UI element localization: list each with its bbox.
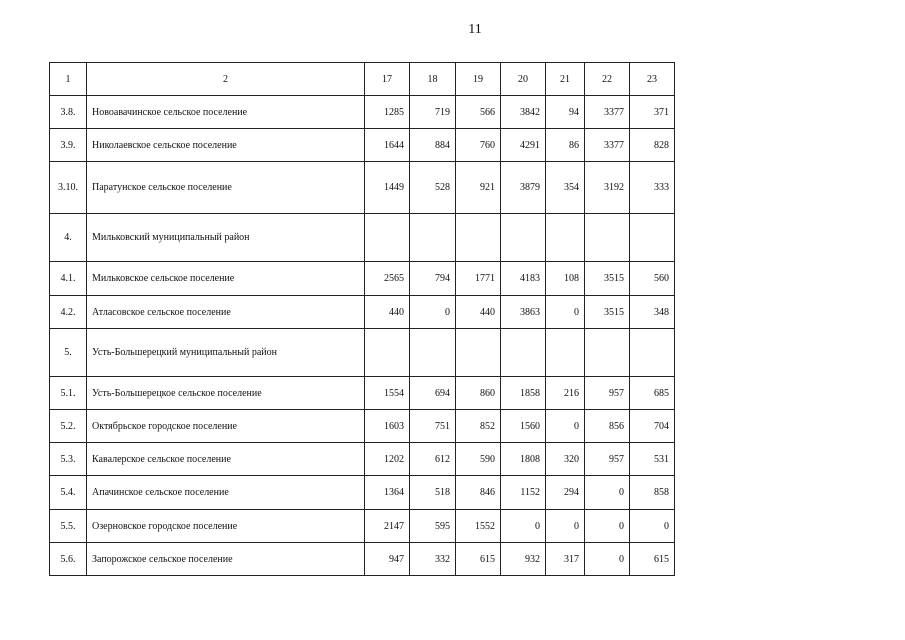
- value-cell: 371: [630, 96, 675, 129]
- value-cell: 846: [456, 476, 501, 510]
- value-cell: 1644: [365, 129, 410, 162]
- value-cell: [546, 214, 585, 262]
- value-cell: [456, 329, 501, 377]
- value-cell: [585, 329, 630, 377]
- value-cell: [501, 214, 546, 262]
- page-number: 11: [468, 22, 482, 37]
- row-name-cell: Атласовское сельское поселение: [87, 296, 365, 329]
- row-number-cell: 5.6.: [50, 543, 87, 576]
- table-row: [50, 296, 675, 329]
- table-row: [50, 543, 675, 576]
- row-name-cell: Мильковский муниципальный район: [87, 214, 365, 262]
- value-cell: 0: [410, 296, 456, 329]
- value-cell: 440: [365, 296, 410, 329]
- value-cell: 1808: [501, 443, 546, 476]
- value-cell: [456, 214, 501, 262]
- data-table: [49, 62, 675, 576]
- value-cell: 531: [630, 443, 675, 476]
- value-cell: 828: [630, 129, 675, 162]
- table-row: [50, 476, 675, 510]
- value-cell: 0: [546, 296, 585, 329]
- value-cell: 294: [546, 476, 585, 510]
- value-cell: 440: [456, 296, 501, 329]
- value-cell: 856: [585, 410, 630, 443]
- value-cell: 348: [630, 296, 675, 329]
- value-cell: 3377: [585, 129, 630, 162]
- value-cell: 1285: [365, 96, 410, 129]
- table-row: [50, 129, 675, 162]
- value-cell: 3515: [585, 296, 630, 329]
- table-row: [50, 510, 675, 543]
- value-cell: 1554: [365, 377, 410, 410]
- row-name-cell: Усть-Большерецкий муниципальный район: [87, 329, 365, 377]
- value-cell: [630, 214, 675, 262]
- value-cell: 852: [456, 410, 501, 443]
- value-cell: 108: [546, 262, 585, 296]
- value-cell: [546, 329, 585, 377]
- value-cell: 2147: [365, 510, 410, 543]
- value-cell: 1202: [365, 443, 410, 476]
- value-cell: 0: [585, 476, 630, 510]
- row-number-cell: 5.2.: [50, 410, 87, 443]
- value-cell: 4291: [501, 129, 546, 162]
- value-cell: [365, 329, 410, 377]
- value-cell: [365, 214, 410, 262]
- row-number-cell: 3.9.: [50, 129, 87, 162]
- row-number-cell: 3.10.: [50, 162, 87, 214]
- value-cell: 694: [410, 377, 456, 410]
- table-row: [50, 443, 675, 476]
- value-cell: 3842: [501, 96, 546, 129]
- value-cell: 595: [410, 510, 456, 543]
- value-cell: 1858: [501, 377, 546, 410]
- row-number-cell: 5.3.: [50, 443, 87, 476]
- value-cell: 528: [410, 162, 456, 214]
- row-name-cell: Мильковское сельское поселение: [87, 262, 365, 296]
- value-cell: [501, 329, 546, 377]
- header-row: [50, 63, 675, 96]
- value-cell: 615: [630, 543, 675, 576]
- value-cell: 2565: [365, 262, 410, 296]
- value-cell: 860: [456, 377, 501, 410]
- value-cell: 957: [585, 377, 630, 410]
- table-row: [50, 377, 675, 410]
- value-cell: 751: [410, 410, 456, 443]
- value-cell: 317: [546, 543, 585, 576]
- value-cell: 884: [410, 129, 456, 162]
- value-cell: 1449: [365, 162, 410, 214]
- value-cell: 685: [630, 377, 675, 410]
- row-name-cell: Озерновское городское поселение: [87, 510, 365, 543]
- header-cell: 1: [50, 63, 87, 96]
- row-number-cell: 4.2.: [50, 296, 87, 329]
- value-cell: 3863: [501, 296, 546, 329]
- row-number-cell: 4.1.: [50, 262, 87, 296]
- value-cell: 0: [630, 510, 675, 543]
- value-cell: 1560: [501, 410, 546, 443]
- value-cell: 0: [585, 543, 630, 576]
- table-row: [50, 214, 675, 262]
- header-cell: 2: [87, 63, 365, 96]
- row-name-cell: Паратунское сельское поселение: [87, 162, 365, 214]
- row-number-cell: 5.: [50, 329, 87, 377]
- row-name-cell: Усть-Большерецкое сельское поселение: [87, 377, 365, 410]
- table-row: [50, 410, 675, 443]
- row-number-cell: 5.5.: [50, 510, 87, 543]
- value-cell: 590: [456, 443, 501, 476]
- table-row: [50, 262, 675, 296]
- row-name-cell: Апачинское сельское поселение: [87, 476, 365, 510]
- value-cell: 858: [630, 476, 675, 510]
- value-cell: 86: [546, 129, 585, 162]
- value-cell: 0: [546, 410, 585, 443]
- value-cell: 1771: [456, 262, 501, 296]
- value-cell: 1152: [501, 476, 546, 510]
- row-name-cell: Кавалерское сельское поселение: [87, 443, 365, 476]
- value-cell: 0: [585, 510, 630, 543]
- value-cell: 354: [546, 162, 585, 214]
- value-cell: 719: [410, 96, 456, 129]
- value-cell: 3192: [585, 162, 630, 214]
- header-cell: 18: [410, 63, 456, 96]
- row-name-cell: Николаевское сельское поселение: [87, 129, 365, 162]
- value-cell: 3377: [585, 96, 630, 129]
- row-number-cell: 5.4.: [50, 476, 87, 510]
- header-cell: 17: [365, 63, 410, 96]
- value-cell: 3515: [585, 262, 630, 296]
- value-cell: 1603: [365, 410, 410, 443]
- value-cell: 518: [410, 476, 456, 510]
- table-row: [50, 329, 675, 377]
- value-cell: 216: [546, 377, 585, 410]
- row-number-cell: 5.1.: [50, 377, 87, 410]
- header-cell: 22: [585, 63, 630, 96]
- value-cell: [410, 214, 456, 262]
- value-cell: 932: [501, 543, 546, 576]
- value-cell: 1364: [365, 476, 410, 510]
- value-cell: 760: [456, 129, 501, 162]
- value-cell: 794: [410, 262, 456, 296]
- value-cell: 94: [546, 96, 585, 129]
- value-cell: 921: [456, 162, 501, 214]
- value-cell: 560: [630, 262, 675, 296]
- row-name-cell: Запорожское сельское поселение: [87, 543, 365, 576]
- value-cell: 947: [365, 543, 410, 576]
- value-cell: 333: [630, 162, 675, 214]
- value-cell: 566: [456, 96, 501, 129]
- row-number-cell: 4.: [50, 214, 87, 262]
- value-cell: 612: [410, 443, 456, 476]
- value-cell: [585, 214, 630, 262]
- row-name-cell: Новоавачинское сельское поселение: [87, 96, 365, 129]
- value-cell: 332: [410, 543, 456, 576]
- value-cell: 957: [585, 443, 630, 476]
- header-cell: 23: [630, 63, 675, 96]
- row-name-cell: Октябрьское городское поселение: [87, 410, 365, 443]
- value-cell: 320: [546, 443, 585, 476]
- value-cell: 4183: [501, 262, 546, 296]
- value-cell: 615: [456, 543, 501, 576]
- table-row: [50, 162, 675, 214]
- header-cell: 19: [456, 63, 501, 96]
- value-cell: 1552: [456, 510, 501, 543]
- value-cell: 0: [546, 510, 585, 543]
- header-cell: 20: [501, 63, 546, 96]
- value-cell: 0: [501, 510, 546, 543]
- value-cell: [410, 329, 456, 377]
- value-cell: 704: [630, 410, 675, 443]
- header-cell: 21: [546, 63, 585, 96]
- row-number-cell: 3.8.: [50, 96, 87, 129]
- value-cell: [630, 329, 675, 377]
- table-row: [50, 96, 675, 129]
- value-cell: 3879: [501, 162, 546, 214]
